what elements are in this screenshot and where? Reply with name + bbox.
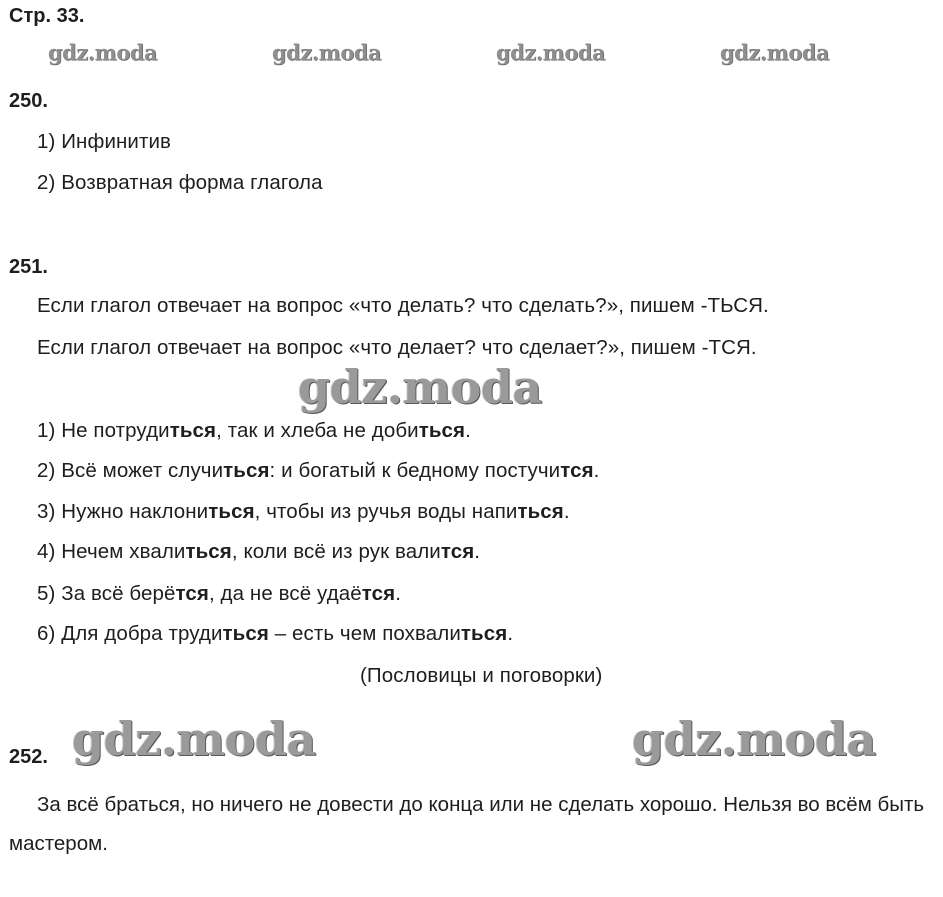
proverb-text: . bbox=[395, 582, 402, 605]
proverb-text: , так и хлеба не доби bbox=[216, 419, 419, 442]
proverb-line bbox=[37, 582, 401, 606]
verb-ending-bold: тся bbox=[175, 582, 209, 605]
watermark-logo: gdz.moda bbox=[48, 40, 158, 65]
watermark-logo: gdz.moda bbox=[72, 712, 316, 766]
rule-line: Если глагол отвечает на вопрос «что делает? что сделает?», пишем -ТСЯ. bbox=[37, 336, 757, 359]
proverb-text: , чтобы из ручья воды напи bbox=[254, 500, 518, 523]
watermark-logo: gdz.moda bbox=[272, 40, 382, 65]
verb-ending-bold: ться bbox=[169, 419, 217, 442]
page-title: Стр. 33. bbox=[9, 5, 85, 27]
proverb-text: : и богатый к бедному постучи bbox=[269, 459, 561, 482]
proverb-text: . bbox=[474, 540, 481, 563]
proverb-text: 5) За всё берё bbox=[37, 582, 176, 605]
proverb-text: – есть чем похвали bbox=[268, 622, 461, 645]
verb-ending-bold: тся bbox=[440, 540, 475, 563]
answer-line: 2) Возвратная форма глагола bbox=[37, 171, 323, 194]
watermark-logo: gdz.moda bbox=[298, 360, 542, 414]
proverb-text: 4) Нечем хвали bbox=[37, 540, 186, 563]
proverb-line bbox=[37, 540, 480, 564]
rule-line: Если глагол отвечает на вопрос «что делать? что сделать?», пишем -ТЬСЯ. bbox=[37, 294, 769, 317]
proverb-text: 6) Для добра труди bbox=[37, 622, 223, 645]
proverb-text: , да не всё удаё bbox=[208, 582, 362, 605]
verb-ending-bold: тся bbox=[361, 582, 396, 605]
verb-ending-bold: ться bbox=[418, 419, 466, 442]
proverb-text: . bbox=[465, 419, 471, 442]
proverb-text: 1) Не потруди bbox=[37, 419, 170, 442]
proverb-text: . bbox=[563, 500, 570, 523]
proverb-source: (Пословицы и поговорки) bbox=[360, 664, 603, 687]
task-number-252: 252. bbox=[9, 746, 48, 768]
watermark-logo: gdz.moda bbox=[720, 40, 830, 65]
answer-paragraph: За всё браться, но ничего не довести до конца или не сделать хорошо. Нельзя во всём быть мастером. bbox=[9, 793, 925, 855]
task-number-251: 251. bbox=[9, 256, 48, 278]
proverb-text: , коли всё из рук вали bbox=[231, 540, 441, 563]
answer-line: 1) Инфинитив bbox=[37, 130, 171, 153]
verb-ending-bold: ться bbox=[517, 500, 564, 523]
verb-ending-bold: ться bbox=[222, 622, 269, 645]
verb-ending-bold: ться bbox=[208, 500, 255, 523]
verb-ending-bold: ться bbox=[223, 459, 270, 482]
proverb-text: 2) Всё может случи bbox=[37, 459, 224, 482]
proverb-text: 3) Нужно наклони bbox=[37, 500, 209, 523]
verb-ending-bold: ться bbox=[460, 622, 508, 645]
verb-ending-bold: тся bbox=[560, 459, 594, 482]
task-number-250: 250. bbox=[9, 90, 48, 112]
proverb-text: . bbox=[507, 622, 514, 645]
verb-ending-bold: ться bbox=[185, 540, 232, 563]
proverb-text: . bbox=[593, 459, 600, 482]
proverb-line bbox=[37, 419, 471, 443]
proverb-line bbox=[37, 622, 513, 646]
proverb-line bbox=[37, 500, 570, 524]
watermark-logo: gdz.moda bbox=[496, 40, 606, 65]
watermark-logo: gdz.moda bbox=[632, 712, 876, 766]
proverb-line bbox=[37, 459, 599, 483]
